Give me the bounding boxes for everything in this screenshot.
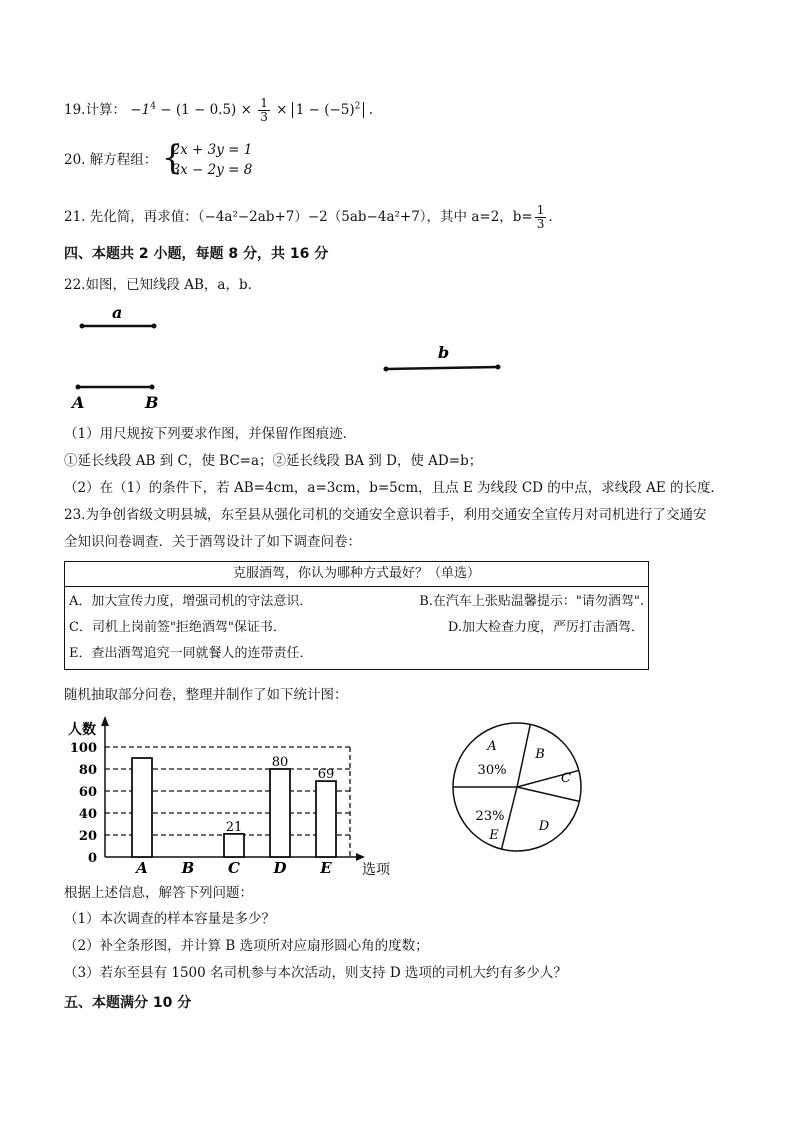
q21-end: .	[548, 209, 553, 225]
bar-E	[316, 781, 336, 857]
q19-term-a: −1	[130, 102, 151, 118]
y-tick-label: 20	[78, 829, 97, 844]
pie-label-C: C	[561, 771, 571, 786]
survey-table	[64, 561, 649, 670]
q23-instruction: 根据上述信息，解答下列问题：	[64, 885, 253, 901]
segment-a-label: a	[112, 303, 123, 322]
segment-b-label: b	[438, 343, 450, 362]
q20-label: 20. 解方程组：	[64, 152, 158, 168]
y-tick-label: 80	[78, 763, 97, 778]
q19-exp-a: 4	[150, 101, 156, 112]
y-tick-label: 60	[78, 785, 97, 800]
equation-1: 2x + 3y = 1	[171, 142, 253, 158]
x-tick-label: C	[228, 859, 240, 877]
pie-label-A: A	[487, 739, 497, 754]
pie-slice-boundary	[517, 724, 530, 787]
x-tick-label: A	[136, 859, 148, 877]
bar-chart	[60, 712, 405, 877]
q23-sub1: （1）本次调查的样本容量是多少？	[64, 911, 276, 927]
pie-percent-E: 23%	[475, 809, 505, 824]
q21-text: 21. 先化简，再求值：（−4a²−2ab+7）−2（5ab−4a²+7），其中 a=2，b=	[64, 209, 533, 225]
y-axis-title: 人数	[68, 722, 96, 738]
bar-D	[270, 769, 290, 857]
data-label: 80	[271, 755, 289, 770]
survey-title: 克服酒驾，你认为哪种方式最好？（单选）	[65, 562, 649, 587]
equation-system	[162, 140, 253, 180]
option-c: C．司机上岗前签"拒绝酒驾"保证书．	[69, 620, 286, 635]
x-tick-label: E	[320, 859, 332, 877]
y-tick-label: 0	[87, 851, 97, 866]
y-axis-arrow-icon	[101, 716, 109, 726]
survey-options	[65, 587, 649, 670]
q19-term-b: − (1 − 0.5) ×	[155, 102, 257, 118]
point-B-label: B	[145, 393, 159, 412]
bar-A	[132, 758, 152, 857]
data-label: 69	[317, 767, 335, 783]
x-tick-label: D	[273, 859, 287, 877]
section-5-heading: 五、本题满分 10 分	[64, 995, 192, 1011]
segment-AB	[76, 385, 155, 390]
q22-intro: 22.如图，已知线段 AB，a，b．	[64, 277, 262, 293]
q19-fraction: $\frac{1}{3}$	[260, 96, 268, 124]
q22-part1: （1）用尺规按下列要求作图，并保留作图痕迹．	[64, 426, 357, 442]
option-a: A．加大宣传力度，增强司机的守法意识．	[69, 594, 313, 609]
q22-part1-detail: ①延长线段 AB 到 C，使 BC=a；②延长线段 BA 到 D，使 AD=b；	[64, 453, 483, 469]
q19-end: .	[364, 102, 373, 118]
pie-percent-A: 30%	[477, 763, 507, 778]
point-A-label: A	[72, 393, 85, 412]
question-21	[64, 204, 553, 231]
question-20	[64, 140, 252, 180]
bar-C	[224, 834, 244, 857]
x-axis-title: 选项	[362, 862, 390, 877]
x-tick-label: B	[181, 859, 195, 877]
option-e: E．查出酒驾追究一同就餐人的连带责任．	[69, 646, 313, 661]
pie-label-D: D	[538, 819, 550, 834]
segments-figure	[70, 300, 520, 415]
question-19	[64, 97, 373, 124]
pie-chart	[448, 708, 588, 863]
pie-label-E: E	[489, 828, 499, 843]
q22-part2: （2）在（1）的条件下，若 AB=4cm，a=3cm，b=5cm，且点 E 为线段 CD 的中点，求线段 AE 的长度．	[64, 480, 724, 496]
q21-fraction: $\frac{1}{3}$	[536, 203, 545, 231]
q23-intro-line1: 23.为争创省级文明县城，东至县从强化司机的交通安全意识着手，利用交通安全宣传月对司机进行了交通安	[64, 507, 707, 523]
brace-icon: {	[161, 138, 184, 178]
y-tick-label: 100	[69, 741, 97, 756]
q19-abs: $1 - (-5)^2$	[292, 102, 365, 118]
pie-slice-boundary	[517, 787, 579, 801]
option-b: B.在汽车上张贴温馨提示："请勿酒驾".	[419, 594, 644, 609]
q23-sub2: （2）补全条形图，并计算 B 选项所对应扇形圆心角的度数；	[64, 938, 429, 954]
q19-term-c: ×	[271, 102, 292, 118]
equation-2: 3x − 2y = 8	[171, 162, 253, 178]
segment-a	[80, 324, 157, 329]
q23-intro-line2: 全知识问卷调查．关于酒驾设计了如下调查问卷：	[64, 534, 361, 550]
q19-label: 19.计算：	[64, 102, 126, 118]
pie-label-B: B	[535, 747, 545, 762]
segment-b	[384, 365, 501, 372]
y-tick-label: 40	[78, 807, 97, 822]
q23-after-table: 随机抽取部分问卷，整理并制作了如下统计图：	[64, 687, 348, 703]
option-d: D.加大检查力度，严厉打击酒驾．	[447, 620, 644, 635]
data-label: 21	[225, 819, 243, 835]
x-axis-arrow-icon	[356, 853, 365, 861]
q23-sub3: （3）若东至县有 1500 名司机参与本次活动，则支持 D 选项的司机大约有多少人？	[64, 965, 567, 981]
section-4-heading: 四、本题共 2 小题，每题 8 分，共 16 分	[64, 246, 329, 262]
